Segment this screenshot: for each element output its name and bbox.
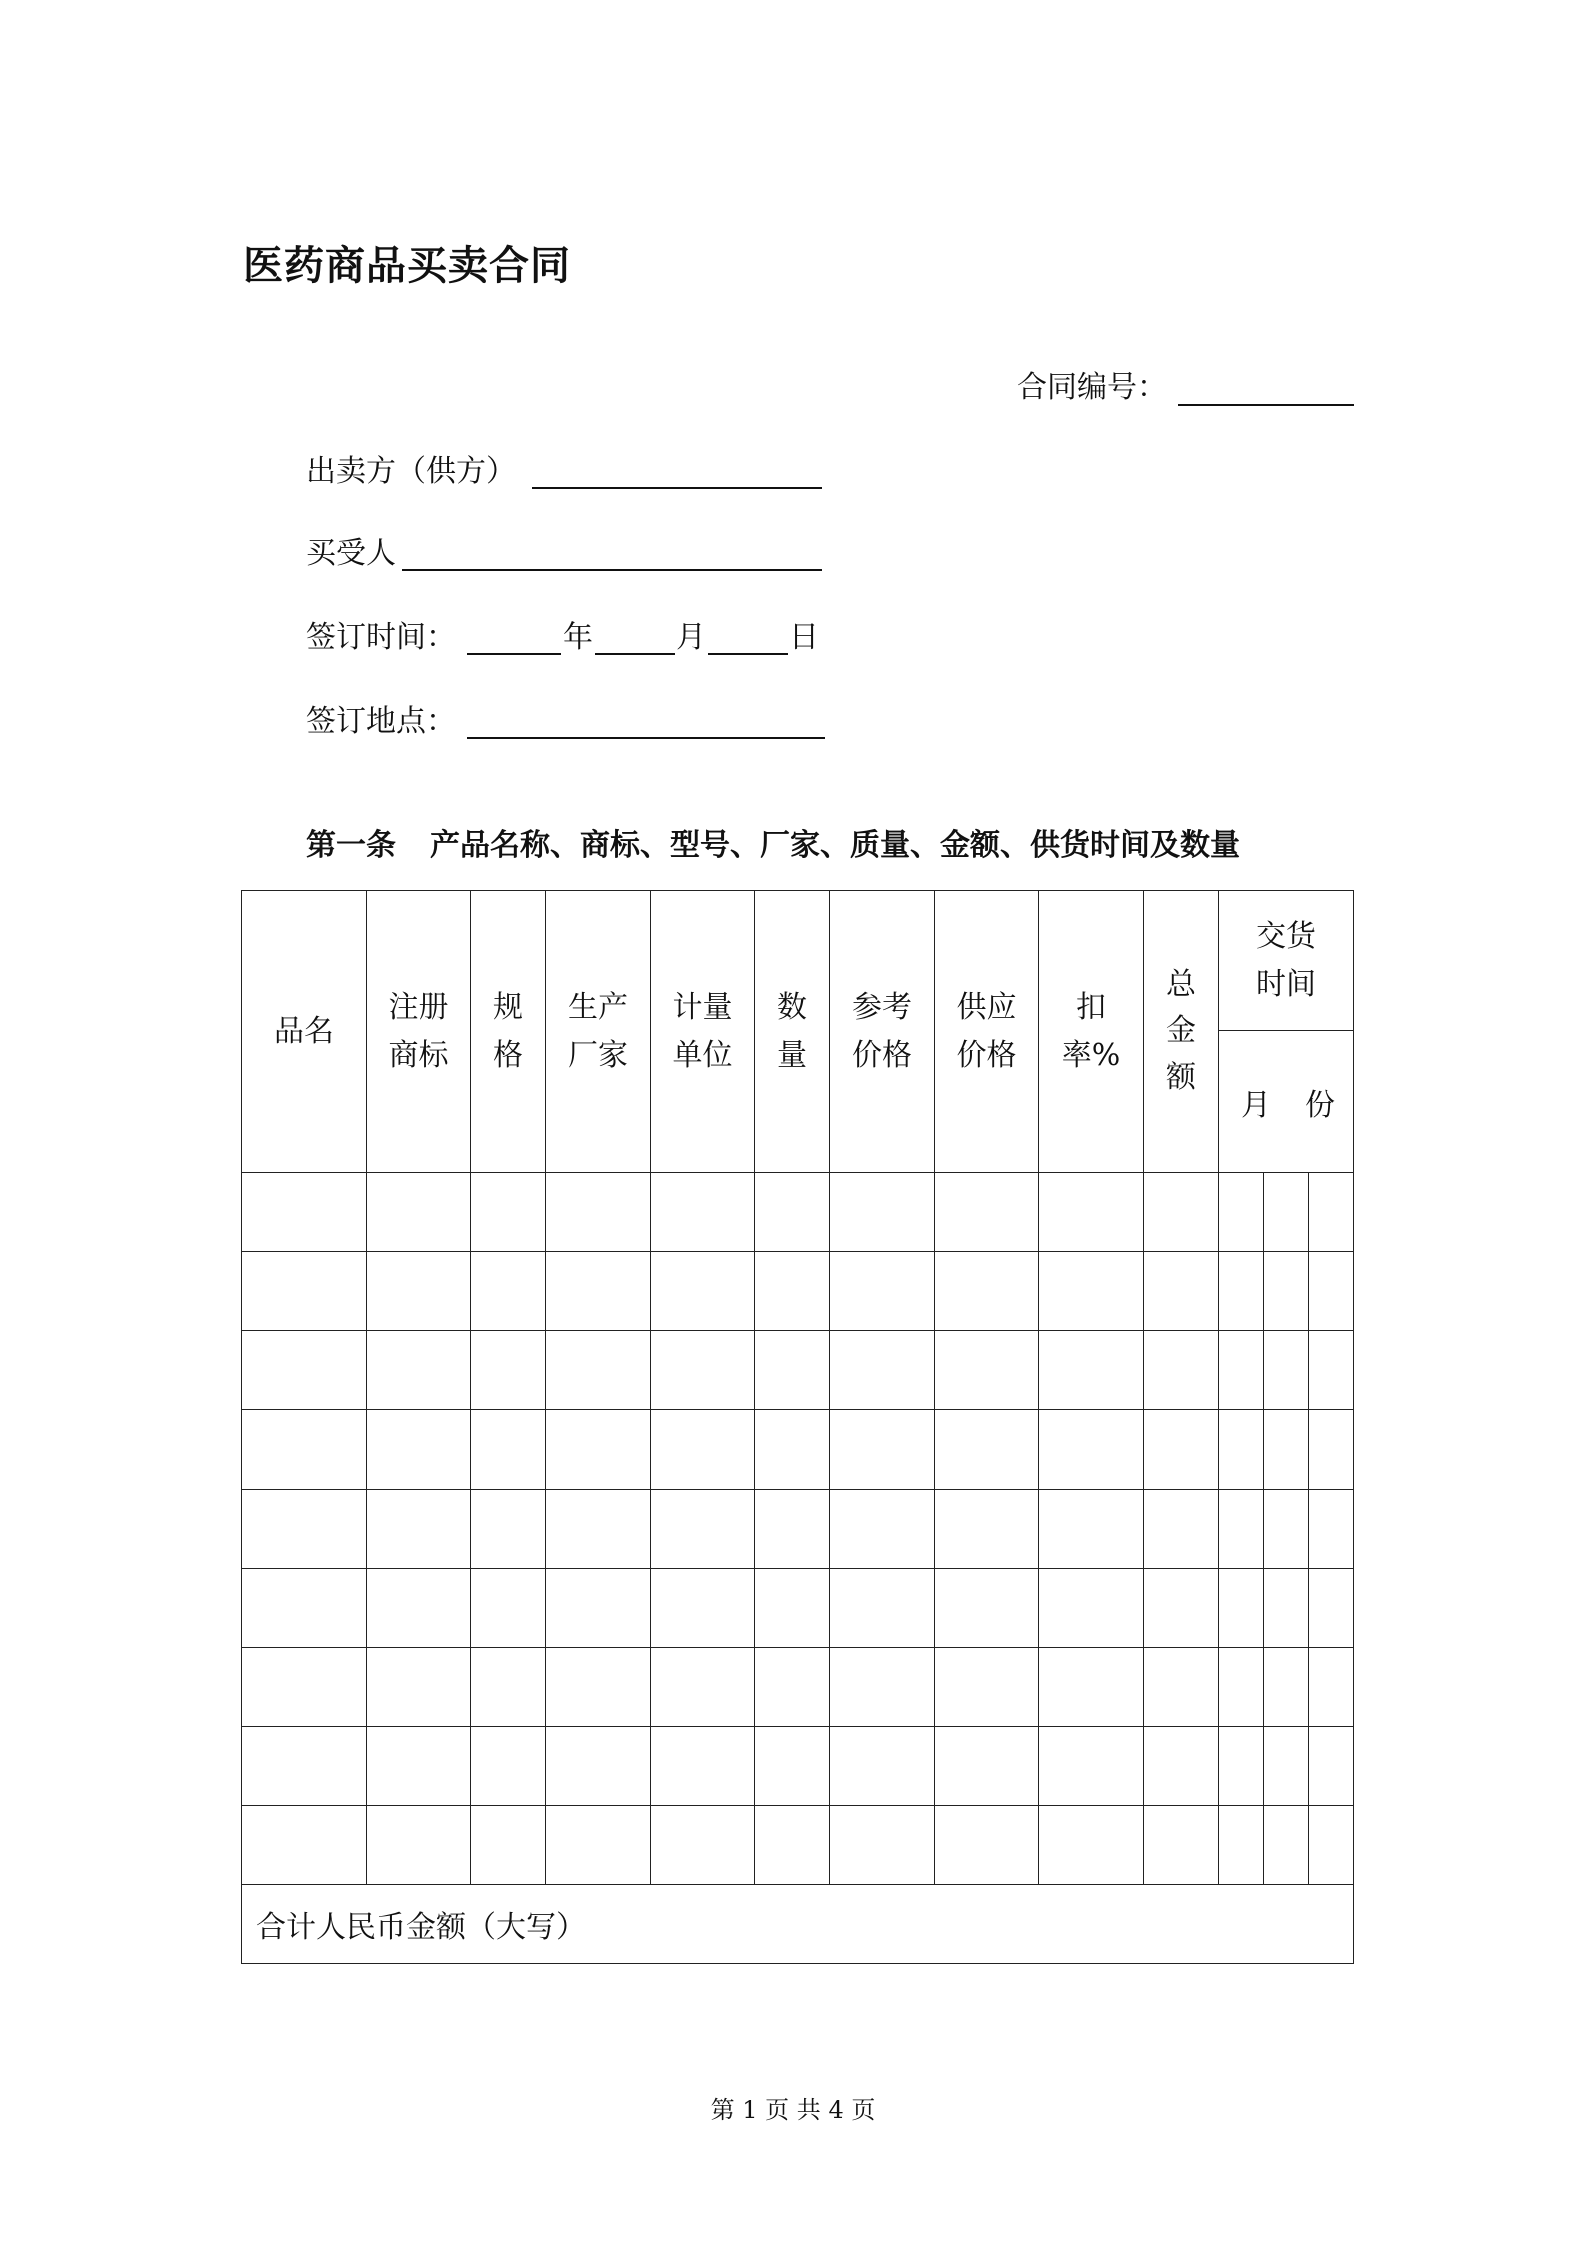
table-cell[interactable]: [242, 1489, 367, 1568]
sign-year-blank[interactable]: [467, 653, 561, 655]
table-cell[interactable]: [830, 1647, 935, 1726]
document-title: 医药商品买卖合同: [243, 243, 571, 289]
table-cell[interactable]: [755, 1331, 830, 1410]
table-cell[interactable]: [1144, 1805, 1219, 1884]
table-cell[interactable]: [367, 1173, 471, 1252]
table-cell[interactable]: [1144, 1647, 1219, 1726]
table-cell[interactable]: [651, 1410, 755, 1489]
sign-month-blank[interactable]: [595, 653, 675, 655]
sign-year-unit: 年: [563, 620, 593, 655]
table-cell[interactable]: [367, 1647, 471, 1726]
table-cell[interactable]: [1039, 1252, 1144, 1331]
header-product-name: 品名: [242, 891, 367, 1173]
table-cell[interactable]: [1039, 1331, 1144, 1410]
table-cell[interactable]: [755, 1647, 830, 1726]
table-cell[interactable]: [755, 1173, 830, 1252]
table-cell[interactable]: [471, 1647, 546, 1726]
table-cell[interactable]: [242, 1568, 367, 1647]
table-cell[interactable]: [367, 1568, 471, 1647]
article-number: 第一条: [306, 828, 396, 863]
table-cell[interactable]: [1039, 1173, 1144, 1252]
table-cell[interactable]: [1039, 1647, 1144, 1726]
table-row: [242, 1805, 1354, 1884]
contract-number-blank[interactable]: [1178, 404, 1354, 406]
header-month: 月 份: [1219, 1031, 1354, 1173]
table-cell[interactable]: [1039, 1568, 1144, 1647]
table-cell[interactable]: [242, 1726, 367, 1805]
sign-month-unit: 月: [676, 620, 706, 655]
table-cell[interactable]: [242, 1805, 367, 1884]
table-cell[interactable]: [471, 1726, 546, 1805]
table-cell[interactable]: [1264, 1331, 1309, 1410]
table-cell[interactable]: [546, 1410, 651, 1489]
table-cell[interactable]: [367, 1489, 471, 1568]
table-cell[interactable]: [1039, 1805, 1144, 1884]
header-quantity: 数 量: [755, 891, 830, 1173]
table-cell[interactable]: [935, 1647, 1039, 1726]
header-manufacturer: 生产 厂家: [546, 891, 651, 1173]
table-cell[interactable]: [1309, 1173, 1354, 1252]
table-cell[interactable]: [935, 1489, 1039, 1568]
table-cell[interactable]: [935, 1805, 1039, 1884]
table-cell[interactable]: [1264, 1410, 1309, 1489]
table-cell[interactable]: [1039, 1726, 1144, 1805]
table-cell[interactable]: [471, 1173, 546, 1252]
table-cell[interactable]: [935, 1173, 1039, 1252]
table-cell[interactable]: [1309, 1252, 1354, 1331]
table-cell[interactable]: [1144, 1489, 1219, 1568]
table-row: [242, 1489, 1354, 1568]
sign-day-blank[interactable]: [708, 653, 788, 655]
table-cell[interactable]: [1219, 1331, 1264, 1410]
table-cell[interactable]: [242, 1410, 367, 1489]
header-unit: 计量 单位: [651, 891, 755, 1173]
table-cell[interactable]: [1144, 1173, 1219, 1252]
product-table: [241, 890, 1354, 1964]
table-cell[interactable]: [1219, 1805, 1264, 1884]
table-cell[interactable]: [830, 1410, 935, 1489]
table-cell[interactable]: [651, 1647, 755, 1726]
table-cell[interactable]: [367, 1726, 471, 1805]
table-cell[interactable]: [651, 1173, 755, 1252]
table-cell[interactable]: [242, 1173, 367, 1252]
table-cell[interactable]: [367, 1805, 471, 1884]
table-cell[interactable]: [367, 1410, 471, 1489]
table-row: [242, 1726, 1354, 1805]
sign-date-label: 签订时间：: [306, 620, 456, 655]
table-cell[interactable]: [1144, 1568, 1219, 1647]
table-cell[interactable]: [935, 1410, 1039, 1489]
table-cell[interactable]: [471, 1805, 546, 1884]
table-cell[interactable]: [546, 1252, 651, 1331]
table-cell[interactable]: [935, 1568, 1039, 1647]
table-cell[interactable]: [935, 1252, 1039, 1331]
table-cell[interactable]: [1309, 1568, 1354, 1647]
table-cell[interactable]: [830, 1331, 935, 1410]
header-spec: 规 格: [471, 891, 546, 1173]
table-cell[interactable]: [935, 1331, 1039, 1410]
table-cell[interactable]: [546, 1726, 651, 1805]
table-cell[interactable]: [1219, 1726, 1264, 1805]
table-row: [242, 1252, 1354, 1331]
table-cell[interactable]: [1219, 1410, 1264, 1489]
table-cell[interactable]: [755, 1410, 830, 1489]
table-cell[interactable]: [1264, 1489, 1309, 1568]
table-cell[interactable]: [1144, 1410, 1219, 1489]
table-row: [242, 1568, 1354, 1647]
sign-place-label: 签订地点：: [306, 704, 456, 739]
table-cell[interactable]: [755, 1489, 830, 1568]
table-cell[interactable]: [935, 1726, 1039, 1805]
table-cell[interactable]: [830, 1252, 935, 1331]
table-cell[interactable]: [830, 1489, 935, 1568]
table-cell[interactable]: [1264, 1726, 1309, 1805]
table-cell[interactable]: [1309, 1647, 1354, 1726]
table-cell[interactable]: [830, 1173, 935, 1252]
table-cell[interactable]: [830, 1726, 935, 1805]
table-cell[interactable]: [1309, 1410, 1354, 1489]
table-cell[interactable]: [1264, 1805, 1309, 1884]
table-row: [242, 1647, 1354, 1726]
table-cell[interactable]: [830, 1805, 935, 1884]
table-row: [242, 1173, 1354, 1252]
total-rmb-row: 合计人民币金额（大写）: [242, 1884, 1354, 1963]
table-cell[interactable]: [1039, 1410, 1144, 1489]
buyer-label: 买受人: [306, 536, 396, 571]
table-cell[interactable]: [471, 1252, 546, 1331]
article-heading: [306, 820, 1240, 864]
table-cell[interactable]: [1309, 1726, 1354, 1805]
table-cell[interactable]: [367, 1252, 471, 1331]
table-cell[interactable]: [242, 1647, 367, 1726]
table-cell[interactable]: [1219, 1173, 1264, 1252]
table-cell[interactable]: [546, 1805, 651, 1884]
table-cell[interactable]: [1144, 1726, 1219, 1805]
seller-label: 出卖方（供方）: [306, 454, 516, 489]
table-cell[interactable]: [546, 1647, 651, 1726]
table-cell[interactable]: [242, 1252, 367, 1331]
sign-day-unit: 日: [789, 620, 819, 655]
table-cell[interactable]: [1309, 1331, 1354, 1410]
table-row: [242, 1331, 1354, 1410]
table-cell[interactable]: [1264, 1647, 1309, 1726]
table-cell[interactable]: [1309, 1805, 1354, 1884]
table-cell[interactable]: [546, 1568, 651, 1647]
table-cell[interactable]: [755, 1726, 830, 1805]
table-cell[interactable]: [755, 1805, 830, 1884]
table-cell[interactable]: [1144, 1252, 1219, 1331]
article-text: 产品名称、商标、型号、厂家、质量、金额、供货时间及数量: [430, 828, 1240, 863]
table-cell[interactable]: [1219, 1252, 1264, 1331]
table-cell[interactable]: [755, 1252, 830, 1331]
table-cell[interactable]: [471, 1410, 546, 1489]
table-cell[interactable]: [1219, 1489, 1264, 1568]
table-row: [242, 1410, 1354, 1489]
header-supply-price: 供应 价格: [935, 891, 1039, 1173]
table-cell[interactable]: [830, 1568, 935, 1647]
table-cell[interactable]: [651, 1489, 755, 1568]
table-cell[interactable]: [546, 1331, 651, 1410]
page-footer: 第 1 页 共 4 页: [710, 2096, 876, 2124]
table-cell[interactable]: [1039, 1489, 1144, 1568]
sign-place-blank[interactable]: [467, 737, 825, 739]
table-cell[interactable]: [1264, 1173, 1309, 1252]
table-cell[interactable]: [546, 1173, 651, 1252]
table-cell[interactable]: [367, 1331, 471, 1410]
table-cell[interactable]: [471, 1331, 546, 1410]
header-discount: 扣 率%: [1039, 891, 1144, 1173]
table-cell[interactable]: [651, 1331, 755, 1410]
header-trademark: 注册 商标: [367, 891, 471, 1173]
table-cell[interactable]: [471, 1568, 546, 1647]
table-cell[interactable]: [471, 1489, 546, 1568]
table-cell[interactable]: [651, 1726, 755, 1805]
contract-number-label: 合同编号：: [1017, 370, 1167, 405]
table-cell[interactable]: [1219, 1647, 1264, 1726]
header-total: 总 金 额: [1144, 891, 1219, 1173]
table-cell[interactable]: [651, 1805, 755, 1884]
table-cell[interactable]: [242, 1331, 367, 1410]
table-cell[interactable]: [546, 1489, 651, 1568]
table-cell[interactable]: [1144, 1331, 1219, 1410]
header-delivery-time: 交货 时间: [1219, 891, 1354, 1031]
table-cell[interactable]: [1309, 1489, 1354, 1568]
buyer-blank[interactable]: [402, 569, 822, 571]
table-cell[interactable]: [755, 1568, 830, 1647]
table-cell[interactable]: [651, 1252, 755, 1331]
seller-blank[interactable]: [532, 487, 822, 489]
table-cell[interactable]: [1264, 1568, 1309, 1647]
table-cell[interactable]: [1264, 1252, 1309, 1331]
table-cell[interactable]: [651, 1568, 755, 1647]
table-cell[interactable]: [1219, 1568, 1264, 1647]
header-ref-price: 参考 价格: [830, 891, 935, 1173]
